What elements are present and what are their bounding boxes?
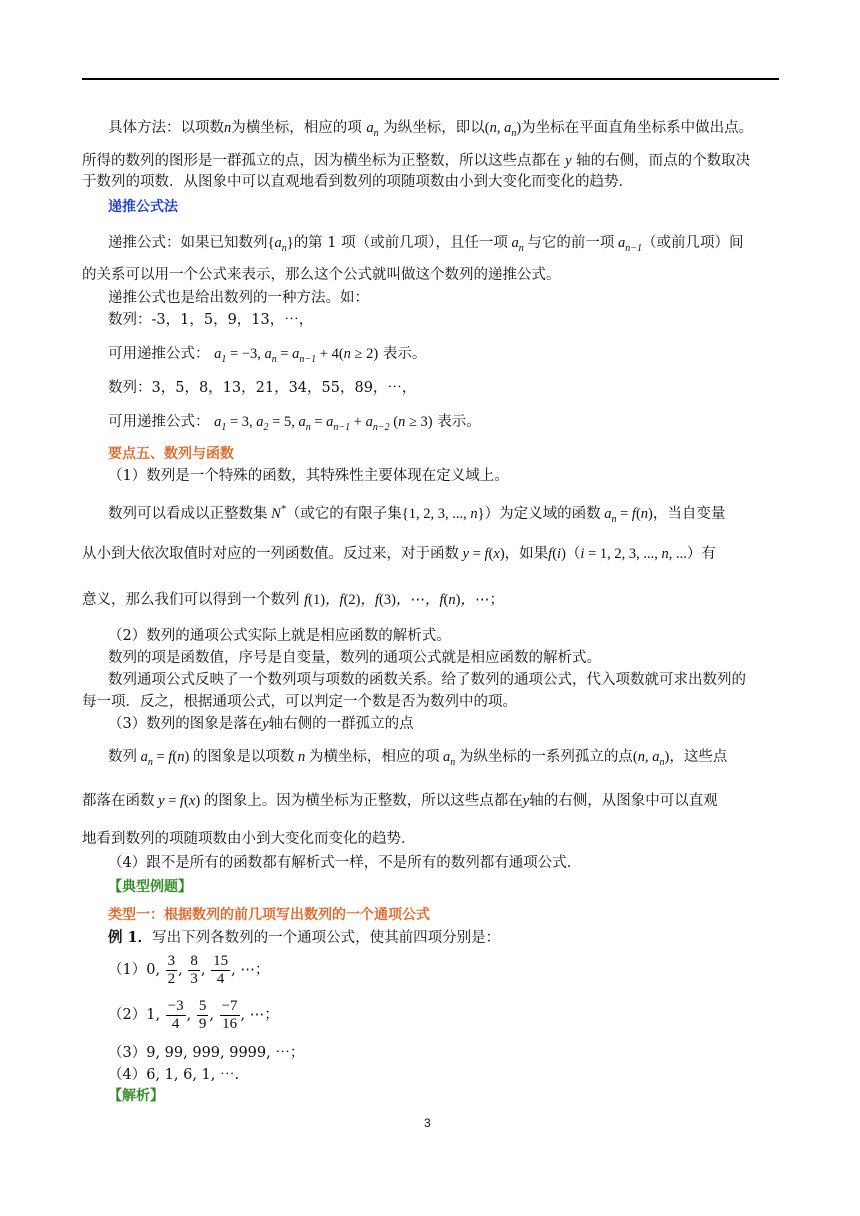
text: 意义，那么我们可以得到一个数列	[82, 592, 300, 608]
text: ，这些点	[669, 749, 728, 765]
paragraph-method	[108, 118, 753, 144]
sequence-example-2: 数列：3，5，8，13，21，34，55，89，⋯，	[108, 380, 417, 396]
denominator: 3	[190, 970, 198, 987]
heading-type-1: 类型一：根据数列的前几项写出数列的一个通项公式	[108, 907, 430, 923]
text: 数列可以看成以正整数集	[108, 505, 268, 522]
text: 轴的右侧，而点的个数取决	[576, 153, 751, 169]
text: 表示。	[437, 414, 481, 430]
text: （3）数列的图象是落在	[108, 716, 263, 732]
math-n: n	[294, 749, 309, 765]
text: 递推公式：如果已知数列	[108, 235, 268, 251]
text: ）有	[686, 546, 716, 562]
text: ，当自变量	[652, 505, 726, 522]
text: 的第 1 项（或前几项），且任一项	[293, 235, 508, 251]
math-y: y	[565, 153, 572, 169]
paragraph-line: 递推公式也是给出数列的一种方法。如：	[108, 290, 369, 306]
text: 所得的数列的图形是一群孤立的点，因为横坐标为正整数，所以这些点都在	[82, 153, 561, 169]
math-an-1: $a_{n-1}$	[614, 235, 643, 254]
denominator: 4	[216, 970, 225, 987]
paragraph-line: 每一项．反之，根据通项公式，可以判定一个数是否为数列中的项。	[82, 694, 517, 710]
text: 数列	[108, 749, 137, 765]
text: ）为定义域的函数	[484, 505, 601, 522]
math-sequence-f: f(1)，f(2)，f(3)，⋯，f(n)，⋯	[304, 592, 490, 608]
text: 与它的前一项	[527, 235, 615, 251]
math-i-range: i = 1, 2, 3, ..., n, ...	[580, 546, 687, 562]
question-4: （4）6, 1, 6, 1, ⋯.	[108, 1067, 240, 1083]
fraction	[166, 998, 186, 1033]
fraction	[211, 953, 230, 988]
numerator: −7	[221, 997, 238, 1014]
text: 的图象上。因为横坐标为正整数，所以这些点都在	[203, 793, 523, 809]
header-rule	[82, 78, 779, 80]
math-an-fn: $a_n = f(n)$	[137, 749, 190, 768]
text: 为纵坐标的一系列孤立的点	[458, 749, 633, 765]
text: , ⋯；	[240, 1007, 279, 1023]
text: 可用递推公式：	[108, 346, 210, 362]
paragraph-line	[82, 791, 718, 811]
text: 为横坐标，相应的项	[231, 120, 362, 136]
paragraph-line: 于数列的项数．从图象中可以直观地看到数列的项随项数由小到大变化而变化的趋势．	[82, 174, 633, 190]
text: ；	[489, 592, 504, 608]
fraction	[188, 953, 200, 988]
text: ，如果	[504, 546, 549, 562]
paragraph-domain	[108, 500, 725, 530]
math-set: {1, 2, 3, ..., n}	[401, 505, 485, 522]
math-y: y	[262, 716, 269, 732]
point-1: （1）数列是一个特殊的函数，其特殊性主要体现在定义域上。	[108, 468, 509, 484]
paragraph-line	[82, 151, 750, 171]
sequence-example-1: 数列：-3，1，5，9，13，⋯，	[108, 312, 314, 328]
math-seq: $\{a_n\}$	[267, 235, 294, 254]
question-3: （3）9, 99, 999, 9999, ⋯；	[108, 1045, 305, 1061]
paragraph-line: 数列通项公式反映了一个数列项与项数的函数关系。给了数列的通项公式，代入项数就可求出数列的	[108, 672, 746, 688]
math-an: $a_n$	[507, 235, 524, 254]
math-y-fx: y = f(x)	[459, 546, 505, 562]
denominator: 16	[222, 1015, 238, 1032]
fraction	[220, 998, 240, 1033]
math-an: $a_n$	[439, 749, 456, 768]
page-number: 3	[424, 1116, 431, 1130]
paragraph-line: 地看到数列的项随项数由小到大变化而变化的趋势．	[82, 831, 416, 847]
text: 写出下列各数列的一个通项公式，使其前四项分别是：	[152, 930, 501, 946]
denominator: 2	[167, 970, 176, 987]
fraction	[166, 953, 178, 988]
question-2: （2）1, $\frac{-3}{4}$ , $\frac{5}{9}$ , $\frac{-7}{16}$ , ⋯；	[108, 997, 279, 1032]
numerator: 8	[190, 952, 198, 969]
text: 具体方法：以项数	[108, 120, 224, 136]
text: 轴右侧的一群孤立的点	[268, 716, 414, 732]
heading-examples: 【典型例题】	[108, 879, 192, 895]
point-3	[108, 714, 414, 734]
numerator: 3	[167, 952, 176, 969]
point-2: （2）数列的通项公式实际上就是相应函数的解析式。	[108, 628, 451, 644]
math-n: n	[224, 120, 232, 136]
paragraph-recursive-def	[108, 233, 744, 259]
numerator: 5	[198, 997, 207, 1014]
text: （或它的有限子集	[285, 505, 402, 522]
math-N-star: N*	[267, 504, 286, 522]
recursive-example-2	[108, 412, 481, 438]
math-fi: f(i)	[548, 546, 566, 562]
text: 都落在函数	[82, 793, 155, 809]
math-formula: $a_1 = 3$, $a_2 = 5$, $a_n = a_{n-1} + a_{n-2}$ (n ≥ 3)	[214, 414, 433, 433]
point-4: （4）跟不是所有的函数都有解析式一样，不是所有的数列都有通项公式．	[108, 855, 582, 871]
text: 为纵坐标，即以	[383, 120, 485, 136]
question-1: （1）0, $\frac{3}{2}$ , $\frac{8}{3}$ , $\frac{15}{4}$ , ⋯；	[108, 952, 270, 987]
math-an-fn: $a_n = f(n)$	[600, 505, 653, 525]
text: （2）1,	[108, 1007, 161, 1023]
math-point: (n, $a_n$)	[632, 749, 670, 768]
text: 可用递推公式：	[108, 414, 210, 430]
text: 轴的右侧，从图象中可以直观	[529, 793, 718, 809]
solution-label: 【解析】	[108, 1088, 164, 1104]
text: 为横坐标，相应的项	[308, 749, 440, 765]
heading-point-five: 要点五、数列与函数	[108, 446, 234, 462]
numerator: 15	[213, 952, 229, 969]
fraction	[197, 998, 209, 1033]
math-point: (n, $a_n$)	[484, 120, 522, 139]
text: 为坐标在平面直角坐标系中做出点。	[521, 120, 754, 136]
math-formula: $a_1 = -3$, $a_n = a_{n-1} + 4(n \ge 2)$	[214, 346, 379, 365]
paragraph-graph	[108, 747, 727, 773]
numerator: −3	[167, 997, 184, 1014]
recursive-example-1	[108, 344, 426, 370]
denominator: 9	[198, 1015, 207, 1032]
text: （1）0,	[108, 962, 161, 978]
example-label: 例 1．	[108, 929, 153, 946]
paragraph-line	[82, 544, 716, 564]
math-y-fx: y = f(x)	[154, 793, 201, 809]
text: , ⋯；	[231, 962, 270, 978]
text: （	[565, 546, 581, 562]
paragraph-line	[82, 590, 504, 610]
heading-recursive: 递推公式法	[108, 199, 178, 215]
math-y: y	[522, 793, 530, 809]
text: 的图象是以项数	[192, 749, 295, 765]
paragraph-line: 数列的项是函数值，序号是自变量，数列的通项公式就是相应函数的解析式。	[108, 650, 601, 666]
text: 从小到大依次取值时对应的一列函数值。反过来，对于函数	[82, 546, 459, 562]
denominator: 4	[171, 1015, 180, 1032]
math-an: $a_n$	[366, 120, 379, 139]
example-1	[108, 928, 500, 948]
text: 表示。	[382, 346, 427, 362]
paragraph-line: 的关系可以用一个公式来表示，那么这个公式就叫做这个数列的递推公式。	[82, 267, 561, 283]
text: （或前几项）间	[642, 235, 744, 251]
